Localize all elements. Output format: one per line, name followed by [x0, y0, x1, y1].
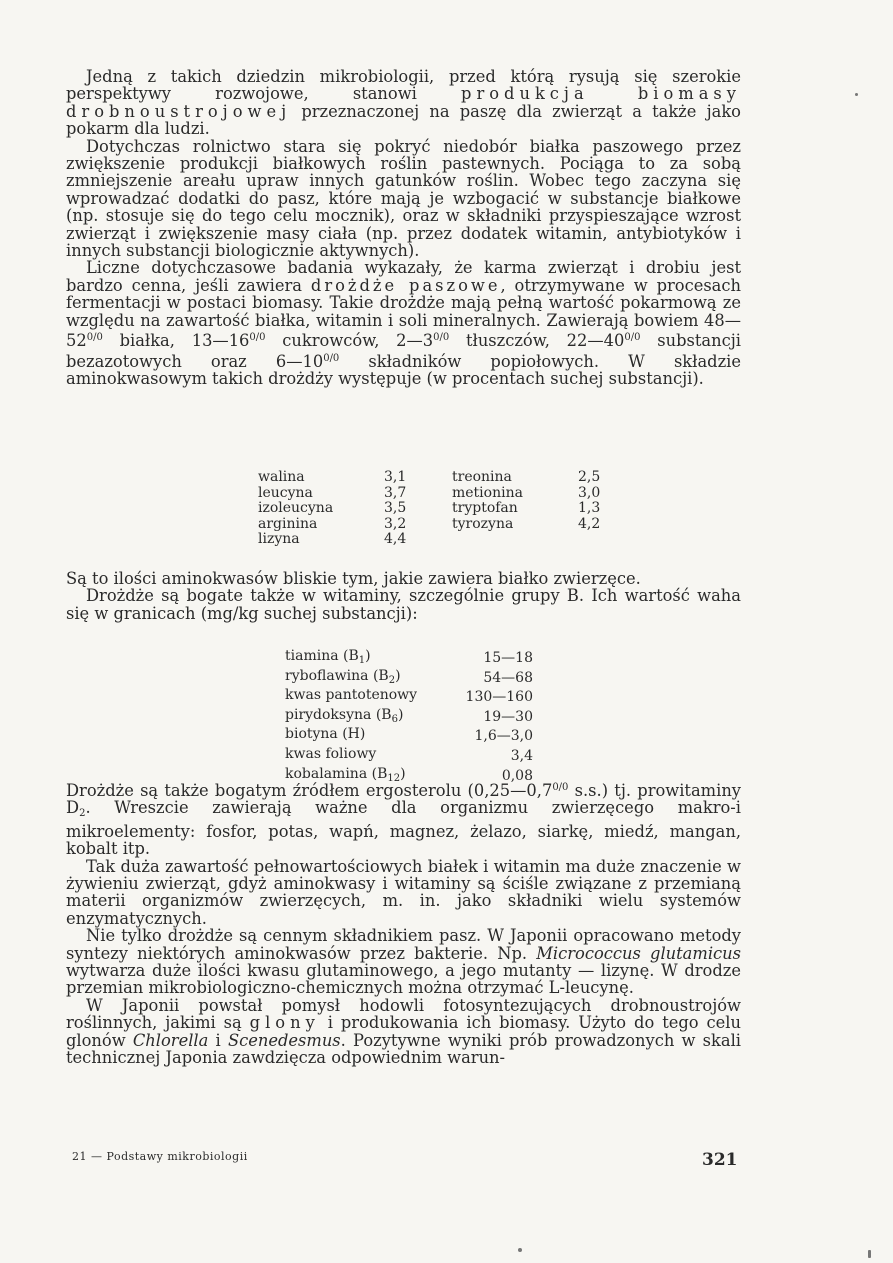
amino-acid-table	[258, 470, 618, 548]
table-row: biotyna (H) 1,6—3,0	[285, 726, 533, 745]
spaced-emphasis: glony	[249, 1013, 320, 1033]
paragraph-amino-comparison: Są to ilości aminokwasów bliskie tym, jakie zawiera białko zwierzęce.	[66, 569, 641, 588]
table-row: pirydoksyna $(B_6)$ 19—30	[285, 706, 533, 725]
vitamin-table	[285, 649, 533, 786]
running-footer: 21 — Podstawy mikrobiologii	[72, 1150, 248, 1163]
text-section-middle	[66, 570, 741, 622]
species-name: Micrococcus glutamicus	[536, 943, 741, 963]
table-row: ryboflawina $(B_2)$ 54—68	[285, 667, 533, 686]
species-name: Scenedesmus	[227, 1030, 341, 1050]
table-row: leucyna 3,7 metionina 3,0	[258, 484, 601, 501]
paragraph-bacteria: Nie tylko drożdże są cennym składnikiem pasz. W Japonii opracowano metody syntezy niektórych aminokwasów przez bakterie. Np. Micrococcus glutamicus wytwarza duże ilości kwasu glutaminowego, a jego mutanty — lizynę. W drodze przemian mikrobiologiczno-chemicznych można otrzymać L-leucynę.	[66, 926, 741, 998]
table-row: kobalamina $(B_{12})$ 0,08	[285, 765, 533, 784]
scan-speck	[855, 93, 858, 96]
paragraph-nutrition: Tak duża zawartość pełnowartościowych białek i witamin ma duże znaczenie w żywieniu zwierząt, gdyż aminokwasy i witaminy są ściśle związane z przemianą materii organizmów zwierzęcych, m. in. jako składniki wielu systemów enzymatycznych.	[66, 856, 741, 928]
paragraph-feed-protein: Dotychczas rolnictwo stara się pokryć niedobór białka paszowego przez zwiększenie produkcji białkowych roślin pastewnych. Pociąga to za sobą zmniejszenie areału upraw innych gatunków roślin. Wobec tego zaczyna się wprowadzać dodatki do pasz, które mają je wzbogacić w substancje białkowe (np. stosuje się do tego celu mocznik), oraz w składniki przyspieszające wzrost zwierząt i zwiększenie masy ciała (np. przez dodatek witamin, antybiotyków i innych substancji biologicznie aktywnych).	[66, 136, 741, 261]
species-name: Chlorella	[132, 1030, 209, 1050]
scan-speck	[868, 1250, 871, 1258]
paragraph-feed-yeast: Liczne dotychczasowe badania wykazały, że karma zwierząt i drobiu jest bardzo cenna, jeśli zawiera drożdże paszowe, otrzymywane w procesach fermentacji w postaci biomasy. Takie drożdże mają pełną wartość pokarmową ze względu na zawartość białka, witamin i soli mineralnych. Zawierają bowiem $48—52^{0/0}$ białka, $13—16^{0/0}$ cukrowców, $2—3^{0/0}$ tłuszczów, $22—40^{0/0}$ substancji bezazotowych oraz $6—10^{0/0}$ składników popiołowych. W składzie aminokwasowym takich drożdży występuje (w procentach suchej substancji).	[66, 258, 741, 388]
table-row: lizyna 4,4	[258, 531, 407, 548]
scan-speck	[518, 1248, 522, 1252]
table-row: kwas foliowy 3,4	[285, 745, 533, 764]
paragraph-ergosterol: Drożdże są także bogatym źródłem ergosterolu ($0,25—0,7^{0/0}$ s.s.) tj. prowitaminy $D_2$. Wreszcie zawierają ważne dla organizmu zwierzęcego makro-i mikroelementy: fosfor, potas, wapń, magnez, żelazo, siarkę, miedź, mangan, kobalt itp.	[66, 781, 741, 859]
table-row: izoleucyna 3,5 tryptofan 1,3	[258, 500, 601, 517]
spaced-emphasis: drożdże paszowe	[310, 275, 501, 295]
paragraph-algae: W Japonii powstał pomysł hodowli fotosyntezujących drobnoustrojów roślinnych, jakimi są glony i produkowania ich biomasy. Użyto do tego celu glonów Chlorella i Scenedesmus. Pozytywne wyniki prób prowadzonych w skali technicznej Japonia zawdzięcza odpowiednim warun-	[66, 995, 741, 1068]
text-section-bottom	[66, 779, 741, 1067]
table-row: tiamina $(B_1)$ 15—18	[285, 648, 533, 666]
table-row: walina 3,1 treonina 2,5	[258, 469, 601, 485]
table-row: arginina 3,2 tyrozyna 4,2	[258, 515, 601, 532]
table-row: kwas pantotenowy 130—160	[285, 687, 533, 706]
paragraph-biomass-intro: Jedną z takich dziedzin mikrobiologii, przed którą rysują się szerokie perspektywy rozwojowe, stanowi produkcja biomasy drobnoustrojowej przeznaczonej na paszę dla zwierząt a także jako pokarm dla ludzi.	[66, 67, 741, 139]
paragraph-vitamins: Drożdże są bogate także w witaminy, szczególnie grupy B. Ich wartość waha się w granicach (mg/kg suchej substancji):	[66, 586, 741, 623]
page-number: 321	[702, 1150, 738, 1170]
spaced-emphasis: produkcja biomasy drobnoustrojowej	[66, 84, 741, 121]
text-section-top	[66, 68, 741, 387]
